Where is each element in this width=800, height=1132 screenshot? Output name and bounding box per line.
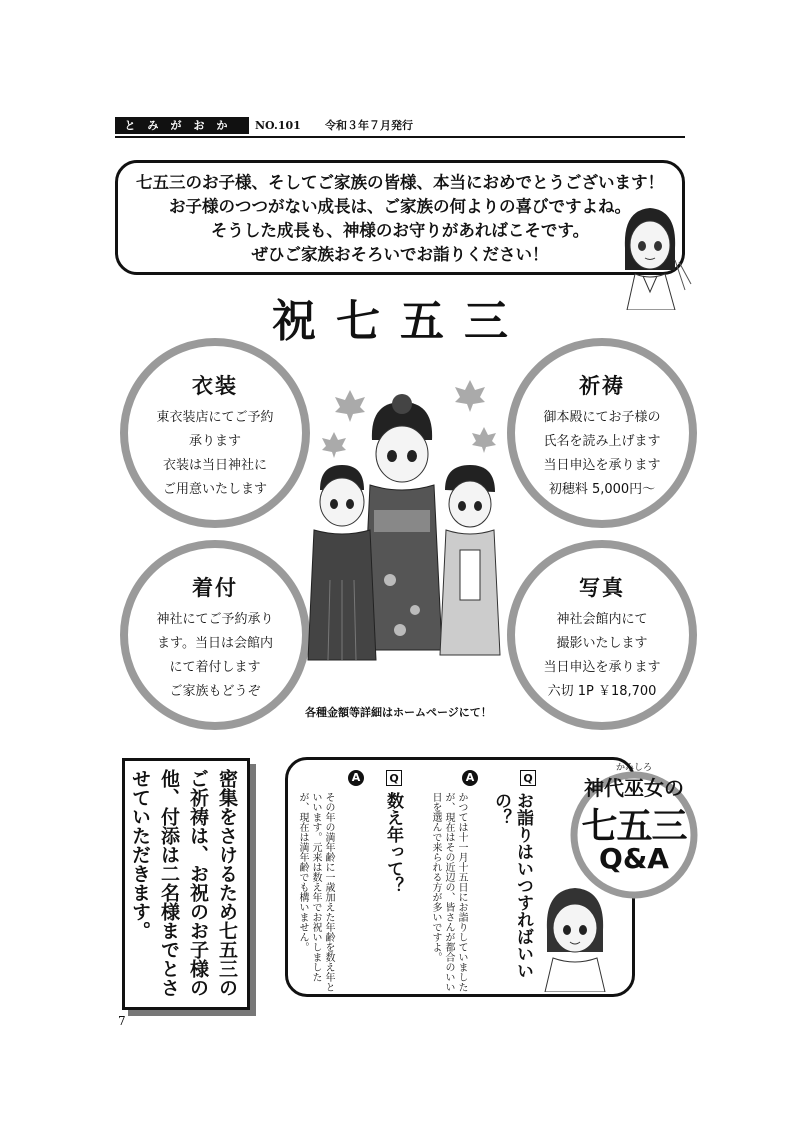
page-header	[115, 117, 685, 134]
costume-circle	[120, 338, 310, 528]
costume-line: 承ります	[188, 434, 241, 449]
intro-line: 七五三のお子様、そしてご家族の皆様、本当におめでとうございます！	[136, 173, 664, 192]
prayer-line: 当日申込を承ります	[543, 458, 661, 473]
answer-1: かつては十一月十五日にお詣りしていましたが、現在はその近辺の、皆さんが都合のいい日を選んで来られる方が多いですよ。	[430, 792, 467, 992]
shrine-maiden-illustration	[605, 200, 695, 310]
photo-line: 六切 1P ￥18,700	[547, 684, 657, 699]
page-number: 7	[118, 1014, 126, 1028]
question-1: お詣りはいつすればいいの？	[491, 792, 533, 979]
answer-2: その年の満年齢に一歳加えた年齢を数え年といいます。元来は数え年でお祝いしましたが、現在は満年齢でも構いません。	[297, 792, 334, 992]
page-title: 祝七五三	[272, 296, 528, 347]
costume-line: 東衣装店にてご予約	[156, 410, 274, 425]
logo-ruby: かみしろ	[615, 763, 652, 773]
prayer-line: 初穂料 5,000円〜	[548, 482, 656, 497]
prayer-line: 御本殿にてお子様の	[543, 410, 661, 425]
header-rule	[115, 136, 685, 138]
photo-line: 撮影いたします	[556, 636, 648, 651]
dressing-line: ご家族もどうぞ	[169, 684, 261, 699]
costume-line: ご用意いたします	[162, 482, 267, 497]
intro-line: そうした成長も、神様のお守りがあればこそです。	[210, 221, 590, 240]
dressing-line: 神社にてご予約承り	[156, 612, 274, 627]
photo-heading: 写真	[579, 576, 625, 600]
q-badge: Q	[386, 770, 402, 786]
issue-number: NO.101	[255, 119, 301, 132]
prayer-line: 氏名を読み上げます	[543, 434, 661, 449]
dressing-line: ます。当日は会館内	[157, 636, 273, 651]
dressing-circle	[120, 540, 310, 730]
logo-title: 神代巫女の	[584, 776, 684, 800]
a-badge: A	[348, 770, 364, 786]
price-note: 各種金額等詳細はホームページにて！	[305, 706, 492, 719]
crowd-notice-text: 密集をさけるため七五三のご祈祷は、お祝のお子様の他、付添は二名様までとさせていただきます。	[129, 769, 238, 997]
dressing-line: にて着付します	[169, 660, 261, 675]
costume-heading: 衣装	[192, 374, 238, 398]
q-badge: Q	[520, 770, 536, 786]
crowd-notice-box	[122, 758, 250, 1010]
a-badge: A	[462, 770, 478, 786]
photo-line: 当日申込を承ります	[543, 660, 661, 675]
costume-line: 衣装は当日神社に	[162, 458, 267, 473]
children-kimono-illustration	[300, 380, 510, 680]
intro-line: お子様のつつがない成長は、ご家族の何よりの喜びですよね。	[169, 197, 631, 216]
question-2: 数え年って？	[383, 792, 403, 894]
dressing-heading: 着付	[192, 576, 238, 600]
intro-line: ぜひご家族おそろいでお詣りください！	[251, 245, 549, 264]
prayer-circle	[507, 338, 697, 528]
issue-date: 令和３年７月発行	[325, 119, 413, 132]
photo-circle	[507, 540, 697, 730]
shrine-maiden-small-illustration	[535, 880, 615, 992]
intro-bubble	[115, 160, 685, 275]
magazine-name: とみがおか	[115, 117, 249, 134]
photo-line: 神社会館内にて	[556, 612, 648, 627]
prayer-heading: 祈祷	[579, 374, 625, 398]
logo-753: 七五三	[581, 806, 687, 847]
logo-qa: Q&A	[599, 842, 669, 875]
qa-logo	[564, 760, 704, 900]
